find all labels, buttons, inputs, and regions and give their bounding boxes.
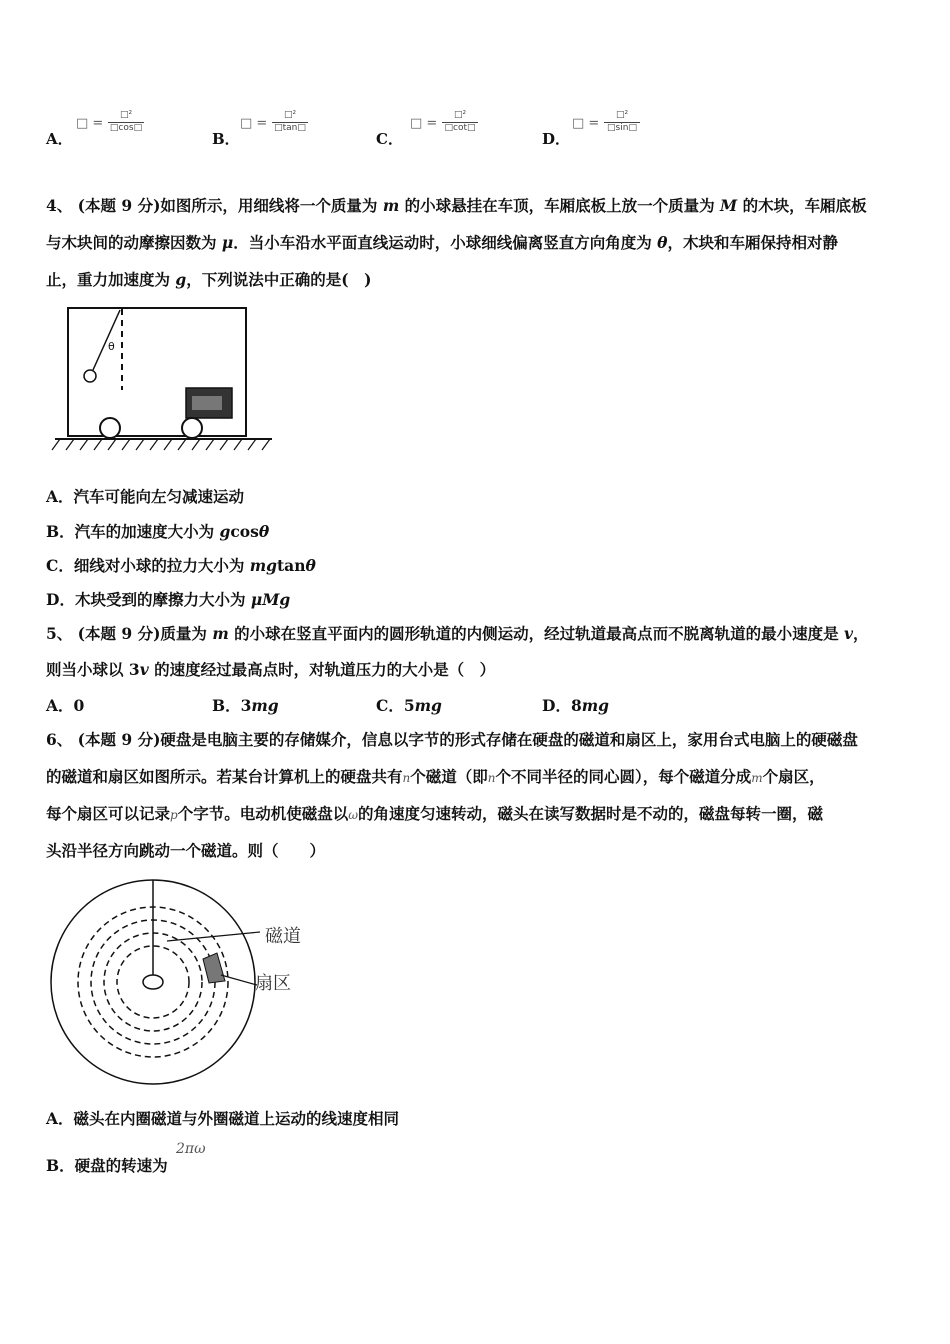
q6-option-a[interactable] [46,1109,399,1129]
sector-label: 扇区 [255,973,291,994]
q3-d-den: □sin□ [607,123,637,133]
q6-text: 的磁道和扇区如图所示。若某台计算机上的硬盘共有 [46,767,403,786]
q6-text: 个字节。电动机使磁盘以 [177,804,349,823]
q3-d-lhs: □ = [572,116,600,131]
sector-pointer-line [221,975,257,985]
q5-option-d-value: 8 [570,696,582,715]
q5-text: ， [853,624,869,643]
q4-var-g: g [175,270,187,289]
q4-option-d[interactable] [46,590,290,610]
q4-var-m: m [382,196,400,215]
q5-option-c-value: 5 [403,696,415,715]
q4-option-c-letter: C． [46,556,74,575]
pendulum-string [93,310,120,370]
q3-option-c-letter: C． [376,130,403,148]
q6-option-b-formula: 2πω [176,1141,206,1157]
q5-option-c[interactable] [376,696,442,716]
q6-stem-line3 [46,804,823,825]
q4-option-c-func: tan [277,556,306,575]
q4-option-b-func: cos [230,522,259,541]
q3-a-num: □² [119,110,133,120]
q6-stem-line4: 头沿半径方向跳动一个磁道。则（ ） [46,841,326,860]
q3-c-lhs: □ = [410,116,438,131]
q3-b-lhs: □ = [240,116,268,131]
q5-text: 的速度经过最高点时，对轨道压力的大小是（ ） [148,660,496,679]
q4-option-c[interactable] [46,556,316,576]
q5-option-b-letter: B． [212,696,241,715]
q6-text: 个不同半径的同心圆），每个磁道分成 [495,767,752,786]
q3-b-num: □² [283,110,297,120]
q4-option-b-text: 汽车的加速度大小为 [74,522,220,541]
q4-car-figure [50,300,280,460]
q3-b-den: □tan□ [274,123,306,133]
car-wheel-left [100,418,120,438]
pendulum-ball [84,370,96,382]
q6-var-p: p [170,808,178,822]
q5-option-a[interactable] [46,696,84,715]
sector-highlight [203,953,225,983]
q5-option-b[interactable] [212,696,279,716]
q4-option-c-math: mg [249,556,277,575]
q5-var-v: v [844,624,854,643]
q4-option-a-letter: A． [46,487,74,506]
q4-option-b[interactable] [46,522,269,542]
q5-options [46,696,609,716]
q4-stem-line1 [46,196,867,216]
q4-text: 与木块间的动摩擦因数为 [46,233,222,252]
q3-c-den: □cot□ [444,123,476,133]
q4-option-a[interactable] [46,487,244,507]
q5-text: 则当小球以 3 [46,660,140,679]
q6-disk-figure [45,875,325,1095]
q4-option-d-letter: D． [46,590,75,609]
q5-option-d-unit: mg [581,696,609,715]
q4-option-b-math: g [219,522,231,541]
track-label: 磁道 [265,926,301,947]
q5-var-v: v [139,660,149,679]
q4-var-theta: θ [657,233,668,252]
q3-option-d-letter: D． [542,130,571,148]
q6-text: 的角速度匀速转动，磁头在读写数据时是不动的，磁盘每转一圈，磁 [358,804,824,823]
q3-option-b-letter: B． [212,130,240,148]
q5-option-b-unit: mg [251,696,279,715]
q5-stem-line2 [46,660,495,680]
q5-text: 5、 (本题 9 分)质量为 [46,624,213,643]
q6-stem-line2 [46,767,825,788]
q6-var-m: m [751,771,763,785]
q4-text: 的小球悬挂在车顶，车厢底板上放一个质量为 [399,196,721,215]
q4-option-b-letter: B． [46,522,75,541]
q6-option-b-letter: B． [46,1156,75,1175]
q6-option-b[interactable] [46,1156,168,1176]
q3-option-d-formula [572,110,652,140]
q4-text: ，木块和车厢保持相对静 [667,233,839,252]
q4-text: ，下列说法中正确的是( ) [186,270,372,289]
q6-option-a-letter: A． [46,1109,74,1128]
q3-option-c-formula [410,110,490,140]
q4-option-b-theta: θ [258,522,270,541]
q4-var-M: M [720,196,738,215]
q6-var-n: n [487,771,496,785]
q5-option-a-value: 0 [73,696,85,715]
q4-text: 4、 (本题 9 分)如图所示，用细线将一个质量为 [46,196,383,215]
q3-option-a-formula [76,110,156,140]
q3-a-den: □cos□ [109,123,143,133]
q3-option-b-formula [240,110,320,140]
q6-stem-line1: 6、 (本题 9 分)硬盘是电脑主要的存储媒介，信息以字节的形式存储在硬盘的磁道和扇区上，家用台式电脑上的硬磁盘 [46,730,858,749]
q5-option-d[interactable] [542,696,609,716]
q3-d-num: □² [615,110,629,120]
q4-option-d-math: μMg [250,590,291,609]
q5-option-b-value: 3 [240,696,252,715]
q4-option-a-text: 汽车可能向左匀减速运动 [73,487,245,506]
q6-text: 个磁道（即 [410,767,488,786]
q6-option-b-text: 硬盘的转速为 [74,1156,168,1175]
ground-hatching [52,439,270,450]
disk-spindle [143,975,163,989]
q4-var-mu: μ [221,233,234,252]
q4-text: 止，重力加速度为 [46,270,176,289]
q4-stem-line2 [46,233,838,253]
q4-text: ．当小车沿水平面直线运动时，小球细线偏离竖直方向角度为 [233,233,658,252]
q4-stem-line3 [46,270,371,290]
q6-text: 个扇区， [762,767,825,786]
q4-option-d-text: 木块受到的摩擦力大小为 [74,590,251,609]
q5-option-a-letter: A． [46,696,74,715]
q5-option-c-unit: mg [414,696,442,715]
q5-option-d-letter: D． [542,696,571,715]
q3-a-lhs: □ = [76,116,104,131]
q6-var-omega: ω [348,808,359,822]
q3-option-a-letter: A． [46,130,73,148]
theta-label: θ [108,340,115,353]
q5-var-m: m [212,624,229,643]
q3-c-num: □² [453,110,467,120]
q6-var-n: n [402,771,411,785]
q6-option-a-text: 磁头在内圈磁道与外圈磁道上运动的线速度相同 [73,1109,400,1128]
car-wheel-right [182,418,202,438]
q4-text: 的木块，车厢底板 [737,196,867,215]
q4-option-c-theta: θ [305,556,316,575]
block-texture [192,396,222,410]
q5-stem-line1 [46,624,869,644]
q6-text: 每个扇区可以记录 [46,804,171,823]
q5-text: 的小球在竖直平面内的圆形轨道的内侧运动，经过轨道最高点而不脱离轨道的最小速度是 [228,624,845,643]
q4-option-c-text: 细线对小球的拉力大小为 [73,556,250,575]
q5-option-c-letter: C． [376,696,404,715]
